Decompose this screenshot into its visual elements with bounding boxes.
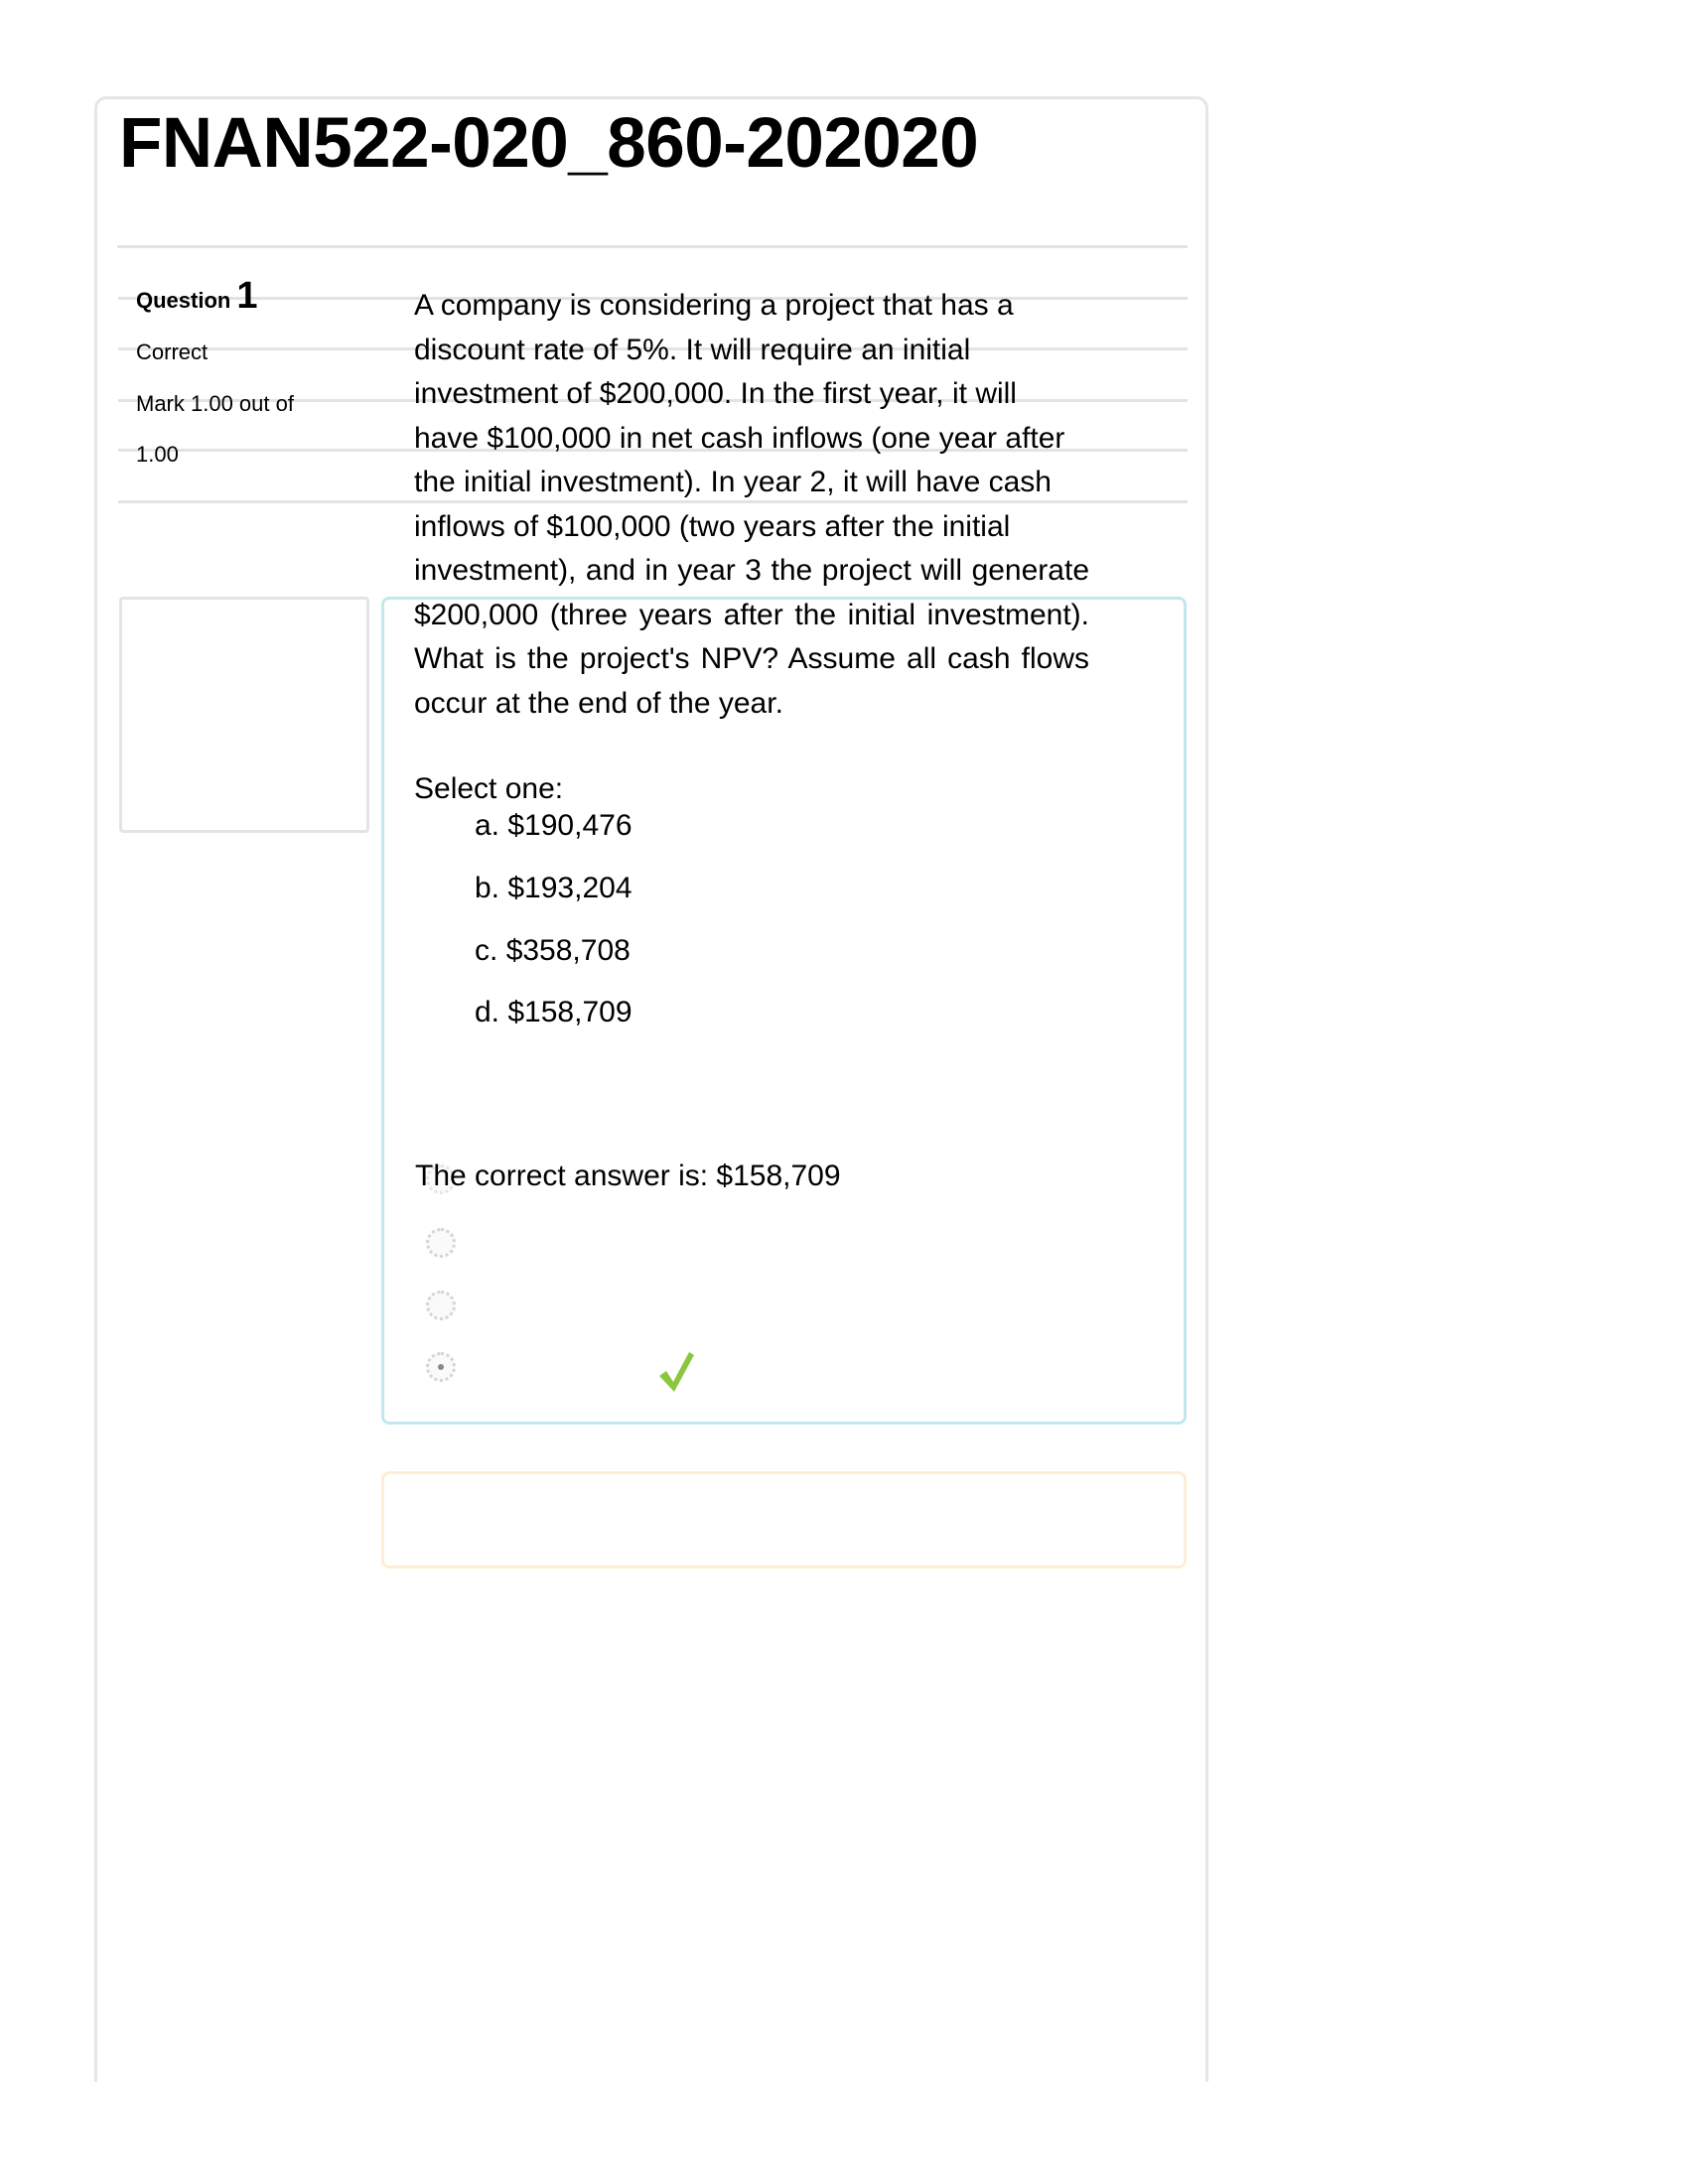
answer-option-c[interactable] <box>475 933 631 969</box>
option-value: $193,204 <box>507 872 633 904</box>
question-feedback-box <box>381 1471 1187 1569</box>
option-letter: c. <box>475 934 498 967</box>
question-number-value: 1 <box>236 275 258 317</box>
radio-option-b[interactable] <box>426 1228 456 1258</box>
question-state: Correct <box>136 340 209 364</box>
correct-answer-text: The correct answer is: $158,709 <box>415 1160 841 1192</box>
option-value: $190,476 <box>507 809 633 842</box>
question-grade-max: 1.00 <box>136 442 179 467</box>
question-number <box>136 275 258 317</box>
answer-option-d[interactable] <box>475 995 633 1030</box>
question-flag-box <box>119 597 369 833</box>
radio-option-c[interactable] <box>426 1291 456 1320</box>
option-value: $358,708 <box>505 934 631 967</box>
answer-option-b[interactable] <box>475 871 633 906</box>
question-grade: Mark 1.00 out of <box>136 391 294 416</box>
radio-option-d[interactable] <box>426 1352 456 1382</box>
option-letter: d. <box>475 996 500 1028</box>
question-text: A company is considering a project that has a discount rate of 5%. It will require an initial investment of $200,000. In the first year, it will have $100,000 in net cash inflows (one year after the initial investment). In year 2, it will have cash inflows of $100,000 (two years after the initial investment), and in year 3 the project will generate $200,000 (three years after the initial investment). What is the project's NPV? Assume all cash flows occur at the end of the year. <box>414 289 1089 720</box>
select-one-prompt: Select one: <box>414 772 564 805</box>
option-letter: a. <box>475 809 500 842</box>
correct-check-icon <box>657 1346 695 1394</box>
option-letter: b. <box>475 872 500 904</box>
page-title: FNAN522-020_860-202020 <box>119 104 979 183</box>
option-value: $158,709 <box>507 996 633 1028</box>
answer-option-a[interactable] <box>475 808 633 844</box>
question-label: Question <box>136 288 231 313</box>
title-divider <box>117 245 1188 248</box>
